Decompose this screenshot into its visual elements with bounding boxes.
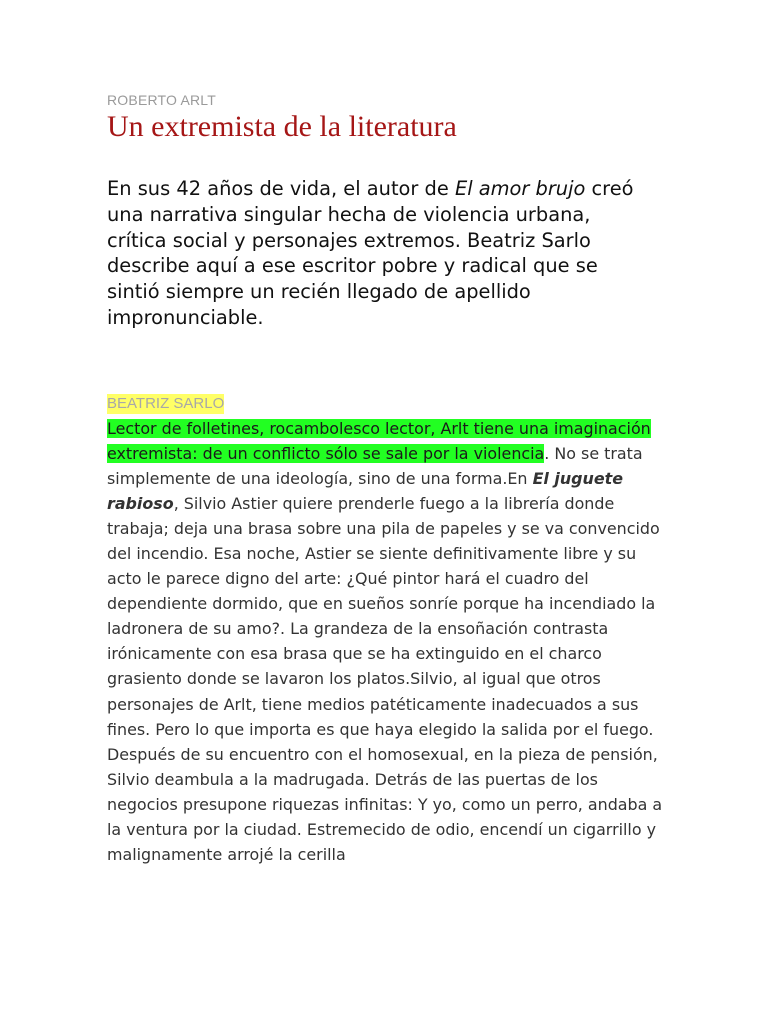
article-body: [107, 416, 667, 867]
lead-text-start: En sus 42 años de vida, el autor de: [107, 177, 455, 200]
body-text-start: . No se trata simplemente de una ideología, sino de una forma.En: [107, 444, 643, 489]
section-kicker: ROBERTO ARLT: [107, 92, 216, 108]
body-text-end: , Silvio Astier quiere prenderle fuego a la librería donde trabaja; deja una brasa sobre una pila de papeles y se va convencido del incendio. Esa noche, Astier se siente definitivamente libre y su acto le parece digno del arte: ¿Qué pintor hará el cuadro del dependiente dormido, que en sueños sonríe porque ha incendiado la ladronera de su amo?. La grandeza de la ensoñación contrasta irónicamente con esa brasa que se ha extinguido en el charco grasiento donde se lavaron los platos.Silvio, al igual que otros personajes de Arlt, tiene medios patéticamente inadecuados a sus fines. Pero lo que importa es que haya elegido la salida por el fuego. Después de su encuentro con el homosexual, en la pieza de pensión, Silvio deambula a la madrugada. Detrás de las puertas de los negocios presupone riquezas infinitas: Y yo, como un perro, andaba a la ventura por la ciudad. Estremecido de odio, encendí un cigarrillo y malignamente arrojé la cerilla: [107, 494, 663, 864]
body-book-title: El juguete rabioso: [107, 469, 623, 514]
author-byline: BEATRIZ SARLO: [107, 395, 225, 412]
article-headline: Un extremista de la literatura: [107, 110, 457, 143]
lead-text-end: creó una narrativa singular hecha de violencia urbana, crítica social y personajes extremos. Beatriz Sarlo describe aquí a ese escritor pobre y radical que se sintió siempre un recién llegado de apellido impronunciable.: [107, 177, 634, 329]
lead-book-title: El amor brujo: [454, 177, 586, 200]
article-lead: [107, 176, 652, 331]
highlighted-sentence: Lector de folletines, rocambolesco lector, Arlt tiene una imaginación extremista: de un conflicto sólo se sale por la violencia: [107, 419, 651, 464]
